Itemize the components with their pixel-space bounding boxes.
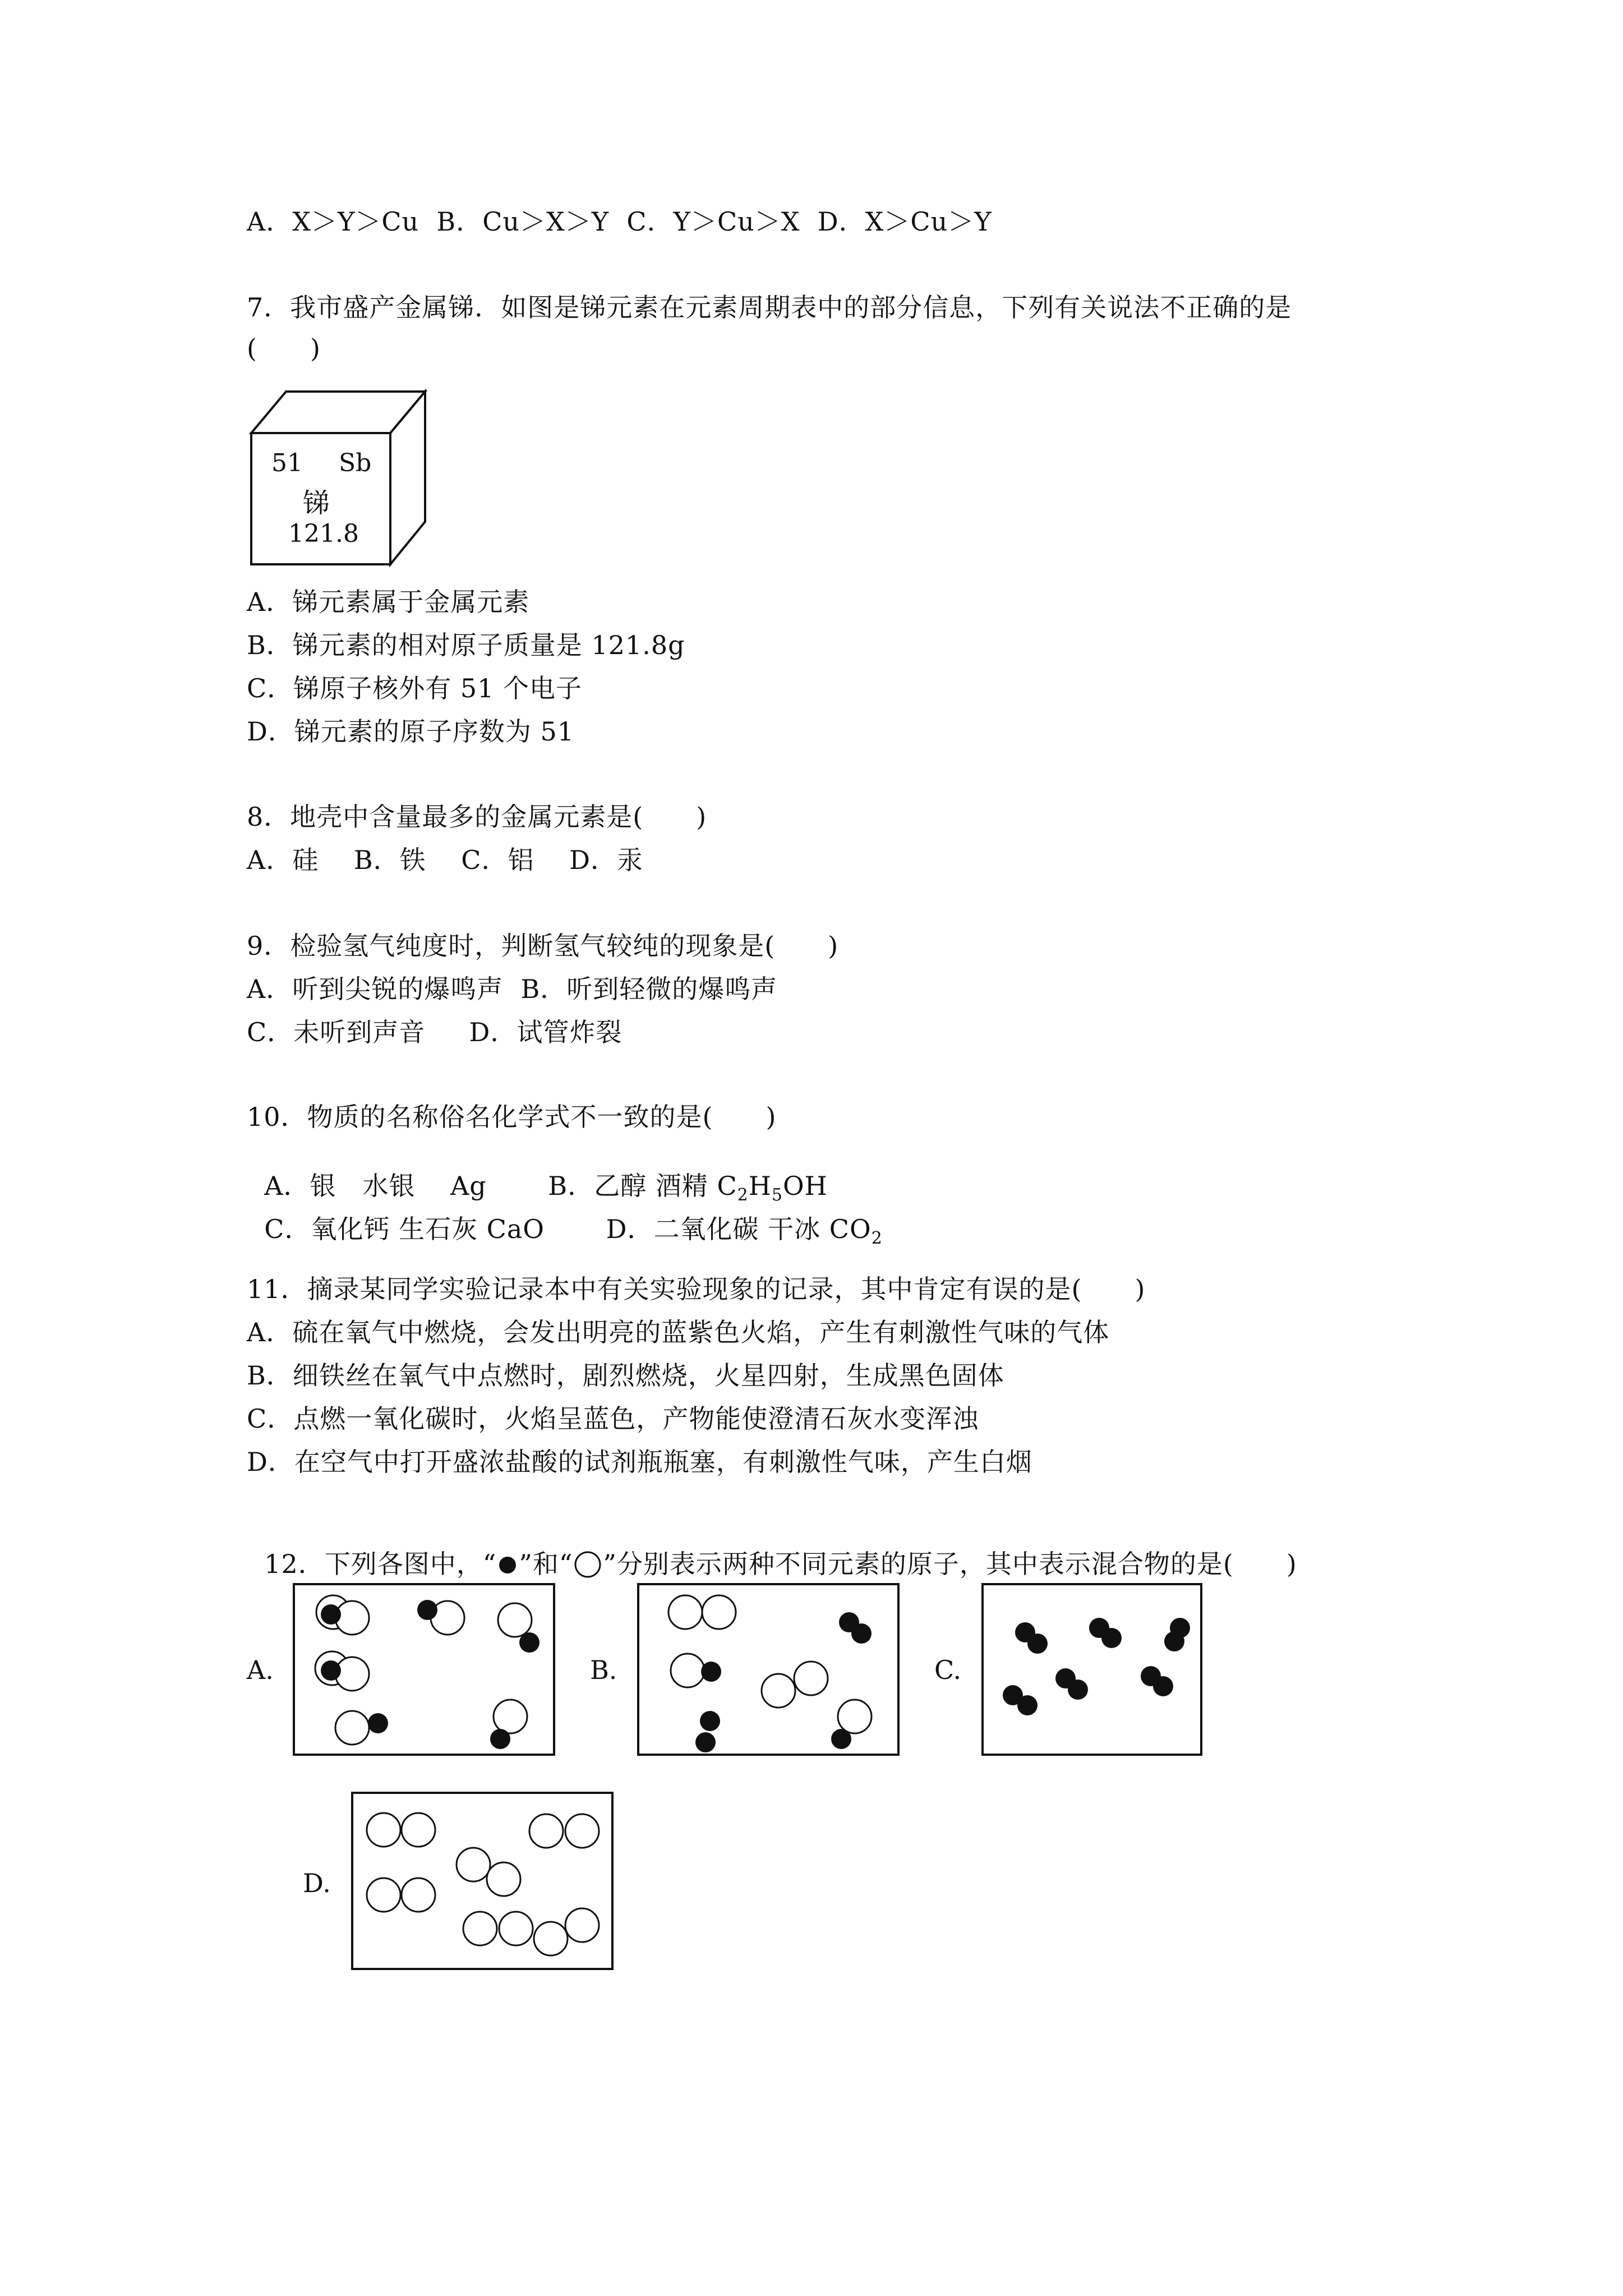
q8-options: A．硅 B．铁 C．铝 D．汞: [247, 845, 643, 875]
element-name: 锑: [303, 487, 330, 519]
q11-option-a: A．硫在氧气中燃烧，会发出明亮的蓝紫色火焰，产生有刺激性气味的气体: [247, 1317, 1110, 1347]
q10-option-d: D．二氧化碳 干冰 $CO_2$: [606, 1214, 883, 1248]
q7-option-b: B．锑元素的相对原子质量是 121.8g: [247, 630, 685, 660]
q7-answer-paren: ( ): [247, 333, 321, 364]
element-atomic-number: 51: [271, 449, 303, 477]
q11-stem: 11．摘录某同学实验记录本中有关实验现象的记录，其中肯定有误的是( ): [247, 1274, 1146, 1304]
q12-label-c: C.: [934, 1655, 962, 1685]
q12-diagram-c: [981, 1583, 1202, 1757]
q10-option-a: A．银 水银 Ag: [264, 1171, 487, 1201]
q7-option-a: A．锑元素属于金属元素: [247, 587, 530, 617]
q10-options-row2: [247, 1190, 883, 1248]
q11-option-b: B．细铁丝在氧气中点燃时，剧烈燃烧，火星四射，生成黑色固体: [247, 1360, 1004, 1391]
q12-diagram-b: [637, 1583, 901, 1757]
q10-option-b: B．乙醇 酒精 $C_2H_5OH$: [548, 1171, 828, 1205]
q10-stem: 10．物质的名称俗名化学式不一致的是( ): [247, 1102, 777, 1132]
q11-option-d: D．在空气中打开盛浓盐酸的试剂瓶瓶塞，有刺激性气味，产生白烟: [247, 1447, 1032, 1477]
q12-stem: 12．下列各图中，“ ”和“ ”分别表示两种不同元素的原子，其中表示混合物的是( ): [264, 1549, 1297, 1579]
q9-options-row1: A．听到尖锐的爆鸣声 B．听到轻微的爆鸣声: [247, 974, 778, 1004]
q10-option-c: C．氧化钙 生石灰 CaO: [264, 1214, 545, 1244]
q12-diagram-a: [293, 1583, 556, 1757]
element-symbol: Sb: [339, 449, 372, 477]
q7-stem: 7．我市盛产金属锑．如图是锑元素在元素周期表中的部分信息，下列有关说法不正确的是: [247, 292, 1292, 323]
q7-option-d: D．锑元素的原子序数为 51: [247, 716, 575, 747]
q8-stem: 8．地壳中含量最多的金属元素是( ): [247, 802, 707, 832]
q12-label-b: B.: [590, 1655, 617, 1685]
q12-diagram-d: [351, 1792, 615, 1971]
q9-options-row2: C．未听到声音 D．试管炸裂: [247, 1017, 623, 1047]
element-atomic-mass: 121.8: [288, 519, 359, 548]
q9-stem: 9．检验氢气纯度时，判断氢气较纯的现象是( ): [247, 931, 839, 961]
q12-label-d: D.: [303, 1868, 331, 1898]
q12-label-a: A.: [247, 1655, 274, 1685]
q6-options: A．X＞Y＞Cu B．Cu＞X＞Y C．Y＞Cu＞X D．X＞Cu＞Y: [247, 206, 992, 237]
q11-option-c: C．点燃一氧化碳时，火焰呈蓝色，产物能使澄清石灰水变浑浊: [247, 1404, 979, 1434]
element-tile: [247, 387, 426, 567]
q7-option-c: C．锑原子核外有 51 个电子: [247, 673, 582, 703]
hollow-atom-symbol: [573, 1550, 603, 1579]
filled-atom-symbol: [496, 1554, 519, 1576]
